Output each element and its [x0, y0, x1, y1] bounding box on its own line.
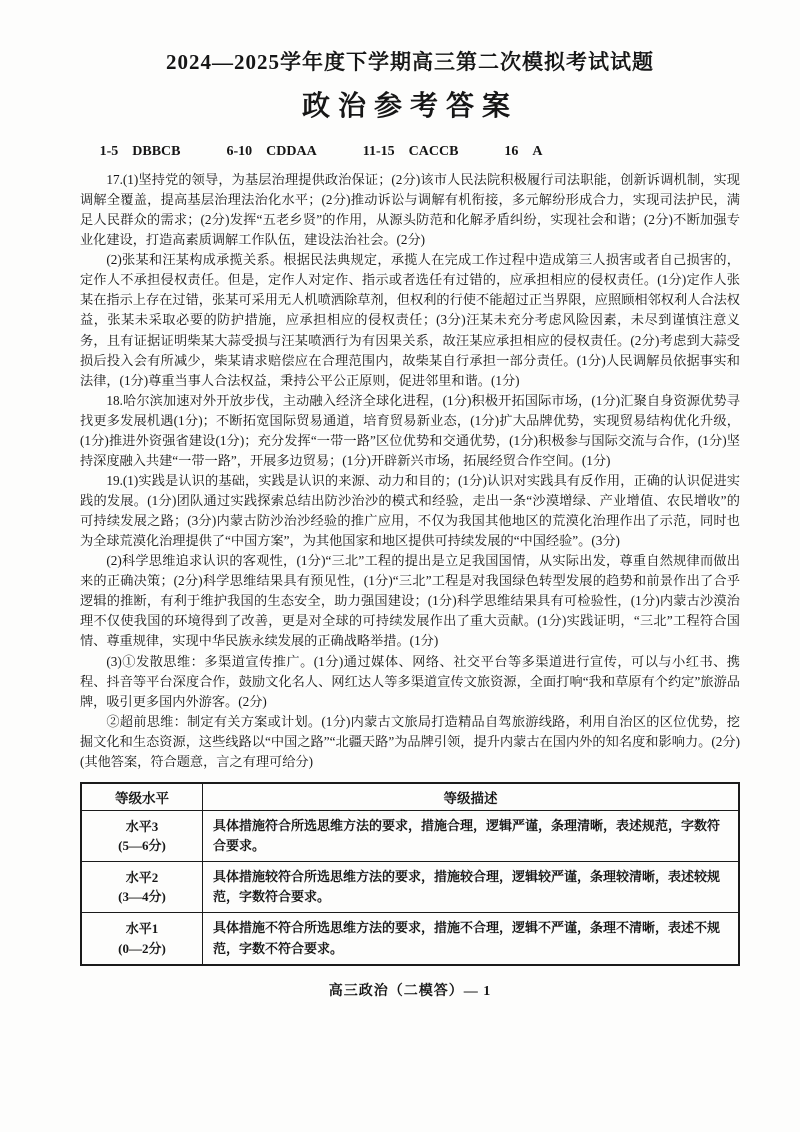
answer-range: 11-15: [362, 144, 395, 159]
rubric-level-cell: [81, 810, 203, 861]
answer-range: 6-10: [226, 144, 253, 159]
answer-paragraph-19-3b: ②超前思维：制定有关方案或计划。(1分)内蒙古文旅局打造精品自驾旅游线路，利用自治区的区位优势，挖掘文化和生态资源，这些线路以“中国之路”“北疆天路”为品牌引领，提升内蒙古在国内外的知名度和影响力。(2分)(其他答案，符合题意，言之有理可给分): [80, 713, 740, 769]
answer-letters: CACCB: [408, 144, 459, 159]
answer-paragraph-17-2: (2)张某和汪某构成承揽关系。根据民法典规定，承揽人在完成工作过程中造成第三人损害或者自己损害的，定作人不承担侵权责任。但是，定作人对定作、指示或者选任有过错的，应承担相应的侵权责任。(1分)定作人张某在指示上存在过错，张某可采用无人机喷洒除草剂，但权利的行使不能超过正当界限，应照顾相邻权利人合法权益，张某未采取必要的防护措施，应承担相应的侵权责任；(3分)汪某未充分考虑风险因素，未尽到谨慎注意义务，且有证据证明柴某大蒜受损与汪某喷洒行为有因果关系，故汪某应承担相应的侵权责任。(2分)考虑到大蒜受损后投入会有所减少，柴某请求赔偿应在合理范围内，故柴某自行承担一部分责任。(1分)人民调解员依据事实和法律，(1分)尊重当事人合法权益，秉持公平公正原则，促进邻里和谐。(1分): [80, 252, 740, 388]
rubric-score-range: (3—4分): [118, 889, 166, 905]
answer-paragraph-19-3a: (3)①发散思维：多渠道宣传推广。(1分)通过媒体、网络、社交平台等多渠道进行宣传，可以与小红书、携程、抖音等平台深度合作，鼓励文化名人、网红达人等多渠道宣传文旅资源，全面打响“我和草原有个约定”旅游品牌，吸引更多国内外游客。(2分): [80, 653, 740, 709]
rubric-level-cell: [81, 913, 203, 965]
rubric-description: 具体措施较符合所选思维方法的要求，措施较合理，逻辑较严谨，条理较清晰，表述较规范，字数符合要求。: [203, 862, 740, 913]
rubric-row: [81, 862, 739, 913]
document-subtitle: 政治参考答案: [301, 91, 518, 122]
answer-letters: A: [532, 144, 543, 159]
rubric-col-header-level: 等级水平: [81, 783, 203, 811]
answer-key-segment: [227, 144, 317, 160]
answer-letters: DBBCB: [132, 144, 181, 159]
rubric-score-range: (0—2分): [118, 940, 166, 956]
rubric-description: 具体措施符合所选思维方法的要求，措施合理，逻辑严谨，条理清晰，表述规范，字数符合要求。: [203, 810, 740, 861]
answer-letters: CDDAA: [266, 144, 317, 159]
answer-key-segment: [504, 144, 542, 160]
rubric-level: 水平3: [125, 818, 159, 834]
document-title: 2024—2025学年度下学期高三第二次模拟考试试题: [166, 50, 654, 74]
rubric-header-row: [81, 783, 739, 811]
rubric-level: 水平2: [125, 869, 159, 885]
rubric-row: [81, 810, 739, 861]
rubric-score-range: (5—6分): [118, 838, 166, 854]
grading-rubric-table: [80, 782, 740, 966]
rubric-row: [81, 913, 739, 965]
rubric-description: 具体措施不符合所选思维方法的要求，措施不合理，逻辑不严谨，条理不清晰，表述不规范，字数不符合要求。: [203, 913, 740, 965]
answer-paragraph-19-1: 19.(1)实践是认识的基础，实践是认识的来源、动力和目的；(1分)认识对实践具有反作用，正确的认识促进实践的发展。(1分)团队通过实践探索总结出防沙治沙的模式和经验，走出一条“沙漠增绿、产业增值、农民增收”的可持续发展之路；(3分)内蒙古防沙治沙经验的推广应用，不仅为我国其他地区的荒漠化治理作出了示范，同时也为全球荒漠化治理提供了“中国方案”，为其他国家和地区提供可持续发展的“中国经验”。(3分): [80, 472, 740, 549]
answer-key-segment: [363, 144, 459, 160]
page-footer: 高三政治（二模答）— 1: [328, 983, 492, 999]
answer-range: 1-5: [99, 144, 119, 159]
answer-paragraph-18: 18.哈尔滨加速对外开放步伐，主动融入经济全球化进程，(1分)积极开拓国际市场，(1分)汇聚自身资源优势寻找更多发展机遇(1分)；不断拓宽国际贸易通道，培育贸易新业态，(1分)扩大品牌优势，实现贸易结构优化升级，(1分)推进外资强省建设(1分)；充分发挥“一带一路”区位优势和交通优势，(1分)积极参与国际交流与合作，(1分)坚持深度融入共建“一带一路”，开展多边贸易；(1分)开辟新兴市场，拓展经贸合作空间。(1分): [80, 392, 740, 468]
answer-paragraph-17-1: 17.(1)坚持党的领导，为基层治理提供政治保证；(2分)该市人民法院积极履行司法职能，创新诉调机制，实现调解全覆盖，提高基层治理法治化水平；(2分)推动诉讼与调解有机衔接，多元解纷形成合力，实现司法护民，满足人民群众的需求；(2分)发挥“五老乡贤”的作用，从源头防范和化解矛盾纠纷，实现社会和谐；(2分)不断加强专业化建设，打造高素质调解工作队伍，建设法治社会。(2分): [80, 172, 740, 248]
answer-range: 16: [504, 144, 519, 159]
answer-key-line: [80, 144, 740, 160]
rubric-level: 水平1: [125, 921, 159, 937]
answer-paragraph-19-2: (2)科学思维追求认识的客观性，(1分)“三北”工程的提出是立足我国国情，从实际出发，尊重自然规律而做出来的正确决策；(2分)科学思维结果具有预见性，(1分)“三北”工程是对我国绿色转型发展的趋势和前景作出了合乎逻辑的推断，有利于维护我国的生态安全，助力强国建设；(1分)科学思维结果具有可检验性，(1分)内蒙古沙漠治理不仅使我国的环境得到了改善，更是对全球的可持续发展作出了重大贡献。(1分)实践证明，“三北”工程符合国情、尊重规律，实现中华民族永续发展的正确战略举措。(1分): [80, 553, 740, 649]
answer-key-segment: [100, 144, 181, 160]
rubric-level-cell: [81, 862, 203, 913]
rubric-col-header-desc: 等级描述: [203, 783, 740, 811]
